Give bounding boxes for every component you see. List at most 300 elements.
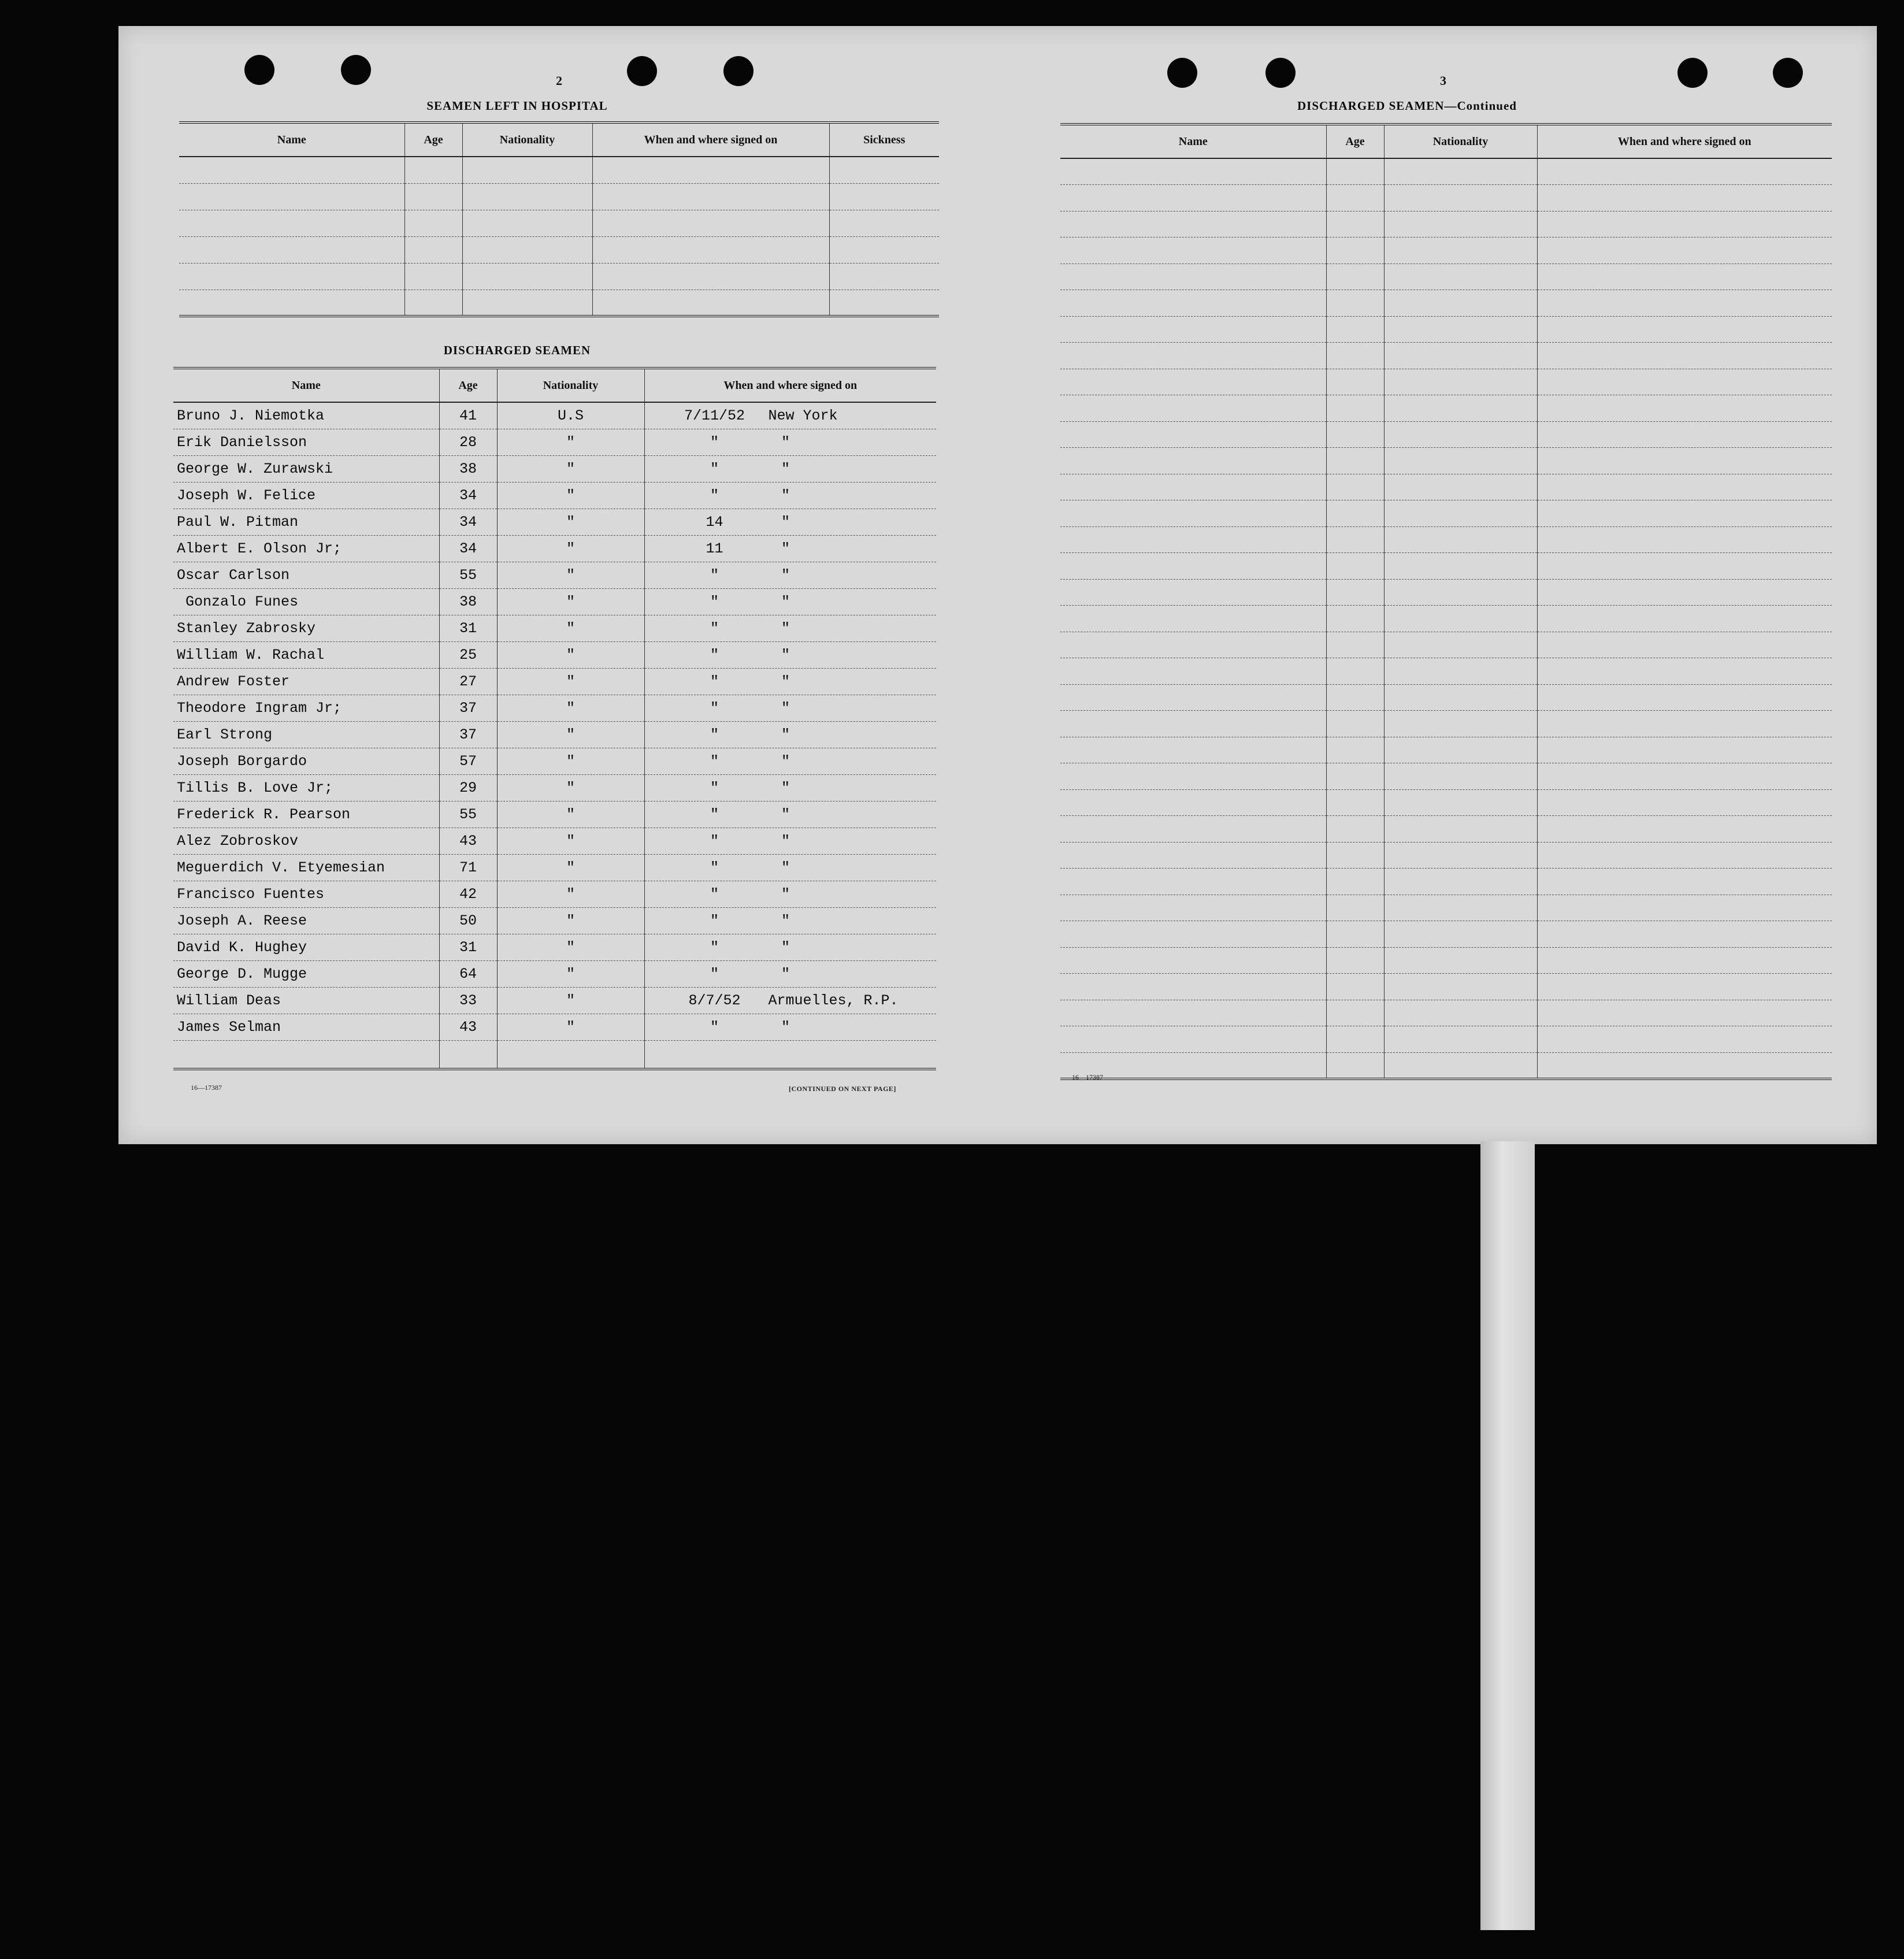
empty-cell	[1326, 553, 1384, 580]
column-header-sickness: Sickness	[829, 123, 939, 157]
punch-hole	[244, 55, 274, 85]
signed-on-cell	[644, 562, 936, 588]
empty-cell	[1060, 1000, 1326, 1026]
empty-cell	[404, 183, 462, 210]
empty-cell	[1326, 290, 1384, 317]
signed-on-cell	[644, 535, 936, 562]
signed-on-place: "	[781, 673, 790, 690]
empty-cell	[1537, 238, 1832, 264]
empty-cell	[1384, 395, 1537, 422]
seaman-nationality: "	[497, 695, 644, 721]
seaman-name: Paul W. Pitman	[173, 509, 439, 535]
seaman-nationality: "	[497, 987, 644, 1014]
seaman-age: 41	[439, 402, 497, 429]
empty-cell	[1384, 789, 1537, 816]
table-row	[1060, 1052, 1832, 1079]
signed-on-date: 7/11/52	[684, 407, 745, 424]
empty-cell	[1326, 711, 1384, 737]
signed-on-place: "	[781, 487, 790, 504]
signed-on-place: "	[781, 885, 790, 903]
paper-strip	[1480, 1141, 1535, 1930]
empty-cell	[1326, 369, 1384, 395]
empty-cell	[462, 236, 592, 263]
signed-on-place: "	[781, 699, 790, 717]
seaman-nationality: U.S	[497, 402, 644, 429]
table-row	[1060, 264, 1832, 290]
punch-hole	[627, 56, 657, 86]
table-row	[173, 509, 936, 535]
page-number-left: 2	[556, 73, 562, 88]
empty-cell	[1326, 238, 1384, 264]
empty-cell	[462, 157, 592, 183]
table-row	[179, 157, 939, 183]
table-row	[173, 748, 936, 774]
signed-on-cell	[644, 907, 936, 934]
table-row	[1060, 238, 1832, 264]
empty-cell	[179, 157, 404, 183]
signed-on-place: "	[781, 540, 790, 557]
signed-on-date: "	[710, 460, 719, 477]
signed-on-cell	[644, 801, 936, 828]
empty-cell	[1060, 737, 1326, 763]
empty-cell	[1060, 869, 1326, 895]
empty-cell	[1537, 526, 1832, 553]
empty-cell	[1326, 816, 1384, 843]
punch-hole	[1773, 58, 1803, 88]
signed-on-date: "	[710, 566, 719, 584]
empty-cell	[1326, 343, 1384, 369]
signed-on-cell	[644, 828, 936, 854]
seaman-name: Bruno J. Niemotka	[173, 402, 439, 429]
seaman-nationality: "	[497, 668, 644, 695]
empty-cell	[1384, 711, 1537, 737]
table-row	[173, 615, 936, 641]
empty-cell	[1060, 395, 1326, 422]
signed-on-date: "	[710, 487, 719, 504]
column-header-nationality: Nationality	[497, 368, 644, 402]
empty-cell	[1537, 553, 1832, 580]
signed-on-cell	[644, 748, 936, 774]
signed-on-place: "	[781, 460, 790, 477]
signed-on-place: "	[781, 619, 790, 637]
signed-on-date: "	[710, 752, 719, 770]
empty-cell	[644, 1040, 936, 1069]
signed-on-place: "	[781, 912, 790, 929]
table-row	[1060, 421, 1832, 448]
signed-on-place: New York	[768, 407, 838, 424]
empty-cell	[1537, 369, 1832, 395]
empty-cell	[1537, 1000, 1832, 1026]
empty-cell	[829, 183, 939, 210]
empty-cell	[1384, 632, 1537, 658]
signed-on-cell	[644, 455, 936, 482]
empty-cell	[1384, 921, 1537, 948]
seaman-name: Oscar Carlson	[173, 562, 439, 588]
empty-cell	[1060, 238, 1326, 264]
table-row	[173, 695, 936, 721]
empty-cell	[1384, 816, 1537, 843]
seaman-name: David K. Hughey	[173, 934, 439, 960]
seaman-age: 38	[439, 588, 497, 615]
signed-on-place: "	[781, 832, 790, 849]
empty-cell	[829, 290, 939, 316]
blank-row	[173, 1040, 936, 1069]
seaman-name: William Deas	[173, 987, 439, 1014]
signed-on-cell	[644, 695, 936, 721]
empty-cell	[1537, 158, 1832, 185]
column-header-age: Age	[404, 123, 462, 157]
empty-cell	[1060, 343, 1326, 369]
signed-on-place: "	[781, 859, 790, 876]
empty-cell	[1537, 658, 1832, 685]
empty-cell	[1384, 974, 1537, 1000]
seaman-nationality: "	[497, 960, 644, 987]
empty-cell	[1326, 448, 1384, 474]
seaman-nationality: "	[497, 509, 644, 535]
table-row	[1060, 684, 1832, 711]
seaman-name: Earl Strong	[173, 721, 439, 748]
seaman-name: James Selman	[173, 1014, 439, 1040]
empty-cell	[1060, 763, 1326, 790]
empty-cell	[1060, 211, 1326, 238]
empty-cell	[1384, 947, 1537, 974]
empty-cell	[1384, 658, 1537, 685]
empty-cell	[1384, 185, 1537, 212]
empty-cell	[1537, 448, 1832, 474]
signed-on-place: "	[781, 593, 790, 610]
table-row	[1060, 343, 1832, 369]
signed-on-cell	[644, 960, 936, 987]
empty-cell	[1537, 842, 1832, 869]
empty-cell	[1326, 789, 1384, 816]
empty-cell	[1060, 553, 1326, 580]
empty-cell	[1326, 1000, 1384, 1026]
empty-cell	[1326, 211, 1384, 238]
empty-cell	[1384, 1026, 1537, 1053]
seaman-nationality: "	[497, 907, 644, 934]
seaman-name: Theodore Ingram Jr;	[173, 695, 439, 721]
empty-cell	[1384, 474, 1537, 500]
empty-cell	[1537, 316, 1832, 343]
empty-cell	[1384, 421, 1537, 448]
seaman-name: Andrew Foster	[173, 668, 439, 695]
table-row	[173, 668, 936, 695]
empty-cell	[1537, 500, 1832, 527]
table-row	[173, 562, 936, 588]
continued-note: [CONTINUED ON NEXT PAGE]	[789, 1085, 896, 1093]
seaman-age: 31	[439, 934, 497, 960]
signed-on-place: "	[781, 806, 790, 823]
empty-cell	[592, 236, 829, 263]
seaman-name: George D. Mugge	[173, 960, 439, 987]
signed-on-date: 8/7/52	[688, 992, 741, 1009]
empty-cell	[1384, 842, 1537, 869]
empty-cell	[1384, 448, 1537, 474]
empty-cell	[1384, 238, 1537, 264]
empty-cell	[173, 1040, 439, 1069]
hospital-section-title: SEAMEN LEFT IN HOSPITAL	[426, 99, 608, 113]
table-row	[1060, 579, 1832, 606]
table-row	[173, 854, 936, 881]
table-row	[173, 429, 936, 455]
empty-cell	[1537, 474, 1832, 500]
signed-on-place: "	[781, 752, 790, 770]
column-header-nationality: Nationality	[462, 123, 592, 157]
seaman-age: 57	[439, 748, 497, 774]
empty-cell	[1384, 211, 1537, 238]
seaman-age: 34	[439, 482, 497, 509]
seaman-nationality: "	[497, 854, 644, 881]
table-row	[173, 934, 936, 960]
table-row	[1060, 842, 1832, 869]
empty-cell	[1060, 895, 1326, 921]
signed-on-place: "	[781, 965, 790, 982]
column-header-signed-on: When and where signed on	[592, 123, 829, 157]
empty-cell	[1537, 763, 1832, 790]
page-number-right: 3	[1440, 73, 1446, 88]
seaman-name: Albert E. Olson Jr;	[173, 535, 439, 562]
empty-cell	[1326, 579, 1384, 606]
table-row	[173, 721, 936, 748]
seaman-nationality: "	[497, 774, 644, 801]
table-row	[173, 907, 936, 934]
empty-cell	[1060, 606, 1326, 632]
empty-cell	[1060, 711, 1326, 737]
discharged-seamen-table	[173, 367, 936, 1070]
signed-on-cell	[644, 588, 936, 615]
empty-cell	[1060, 789, 1326, 816]
empty-cell	[404, 290, 462, 316]
signed-on-cell	[644, 881, 936, 907]
empty-cell	[1326, 606, 1384, 632]
seaman-nationality: "	[497, 641, 644, 668]
signed-on-cell	[644, 402, 936, 429]
signed-on-cell	[644, 774, 936, 801]
table-row	[1060, 632, 1832, 658]
empty-cell	[1537, 395, 1832, 422]
signed-on-place: "	[781, 566, 790, 584]
table-row	[1060, 395, 1832, 422]
empty-cell	[1060, 947, 1326, 974]
table-row	[1060, 816, 1832, 843]
empty-cell	[1537, 737, 1832, 763]
empty-cell	[1384, 869, 1537, 895]
empty-cell	[1060, 474, 1326, 500]
empty-cell	[1537, 264, 1832, 290]
seaman-name: Joseph W. Felice	[173, 482, 439, 509]
signed-on-date: "	[710, 593, 719, 610]
table-row	[173, 455, 936, 482]
punch-hole	[1265, 58, 1296, 88]
empty-cell	[1384, 553, 1537, 580]
form-number-right: 16—17387	[1072, 1073, 1103, 1081]
table-row	[1060, 185, 1832, 212]
column-header-name: Name	[179, 123, 404, 157]
empty-cell	[1384, 264, 1537, 290]
empty-cell	[829, 157, 939, 183]
seaman-name: Erik Danielsson	[173, 429, 439, 455]
seaman-age: 71	[439, 854, 497, 881]
empty-cell	[1326, 264, 1384, 290]
table-row	[1060, 1026, 1832, 1053]
seaman-nationality: "	[497, 801, 644, 828]
empty-cell	[1384, 290, 1537, 317]
column-header-signed-on: When and where signed on	[1537, 124, 1832, 158]
seaman-nationality: "	[497, 429, 644, 455]
seaman-age: 34	[439, 535, 497, 562]
seaman-name: Joseph Borgardo	[173, 748, 439, 774]
table-row	[173, 641, 936, 668]
empty-cell	[1060, 264, 1326, 290]
empty-cell	[1060, 421, 1326, 448]
signed-on-place: "	[781, 433, 790, 451]
table-row	[1060, 737, 1832, 763]
signed-on-cell	[644, 987, 936, 1014]
empty-cell	[497, 1040, 644, 1069]
empty-cell	[1326, 658, 1384, 685]
column-header-age: Age	[439, 368, 497, 402]
seaman-nationality: "	[497, 721, 644, 748]
column-header-nationality: Nationality	[1384, 124, 1537, 158]
seaman-age: 50	[439, 907, 497, 934]
signed-on-date: 14	[706, 513, 723, 530]
empty-cell	[1326, 842, 1384, 869]
empty-cell	[1060, 1026, 1326, 1053]
table-row	[173, 801, 936, 828]
empty-cell	[1384, 158, 1537, 185]
empty-cell	[179, 263, 404, 290]
empty-cell	[1537, 421, 1832, 448]
signed-on-cell	[644, 854, 936, 881]
seaman-name: Tillis B. Love Jr;	[173, 774, 439, 801]
seaman-name: Meguerdich V. Etyemesian	[173, 854, 439, 881]
table-row	[1060, 158, 1832, 185]
seaman-name: George W. Zurawski	[173, 455, 439, 482]
empty-cell	[1326, 316, 1384, 343]
seaman-name: William W. Rachal	[173, 641, 439, 668]
seaman-name: Frederick R. Pearson	[173, 801, 439, 828]
empty-cell	[179, 290, 404, 316]
empty-cell	[1384, 763, 1537, 790]
signed-on-date: "	[710, 619, 719, 637]
signed-on-date: "	[710, 646, 719, 663]
empty-cell	[1537, 606, 1832, 632]
empty-cell	[1326, 526, 1384, 553]
empty-cell	[592, 183, 829, 210]
signed-on-date: "	[710, 912, 719, 929]
signed-on-cell	[644, 668, 936, 695]
table-row	[1060, 316, 1832, 343]
seaman-nationality: "	[497, 588, 644, 615]
signed-on-date: "	[710, 1018, 719, 1036]
table-row	[179, 263, 939, 290]
signed-on-date: "	[710, 806, 719, 823]
seaman-age: 37	[439, 721, 497, 748]
table-row	[1060, 895, 1832, 921]
seaman-age: 27	[439, 668, 497, 695]
empty-cell	[1060, 290, 1326, 317]
seaman-nationality: "	[497, 828, 644, 854]
form-number-left: 16—17387	[191, 1084, 222, 1092]
empty-cell	[1326, 185, 1384, 212]
empty-cell	[1326, 421, 1384, 448]
empty-cell	[404, 157, 462, 183]
punch-hole	[1167, 58, 1197, 88]
empty-cell	[404, 236, 462, 263]
empty-cell	[829, 236, 939, 263]
empty-cell	[1384, 343, 1537, 369]
empty-cell	[1537, 711, 1832, 737]
empty-cell	[179, 210, 404, 236]
empty-cell	[1384, 579, 1537, 606]
seaman-age: 55	[439, 562, 497, 588]
seaman-nationality: "	[497, 1014, 644, 1040]
seaman-nationality: "	[497, 482, 644, 509]
column-header-name: Name	[1060, 124, 1326, 158]
empty-cell	[1537, 974, 1832, 1000]
empty-cell	[1326, 895, 1384, 921]
empty-cell	[1537, 1026, 1832, 1053]
empty-cell	[1326, 1026, 1384, 1053]
signed-on-cell	[644, 934, 936, 960]
punch-hole	[1677, 58, 1708, 88]
empty-cell	[1060, 185, 1326, 212]
table-row	[1060, 474, 1832, 500]
signed-on-date: 11	[706, 540, 723, 557]
signed-on-date: "	[710, 699, 719, 717]
empty-cell	[462, 263, 592, 290]
empty-cell	[1384, 500, 1537, 527]
hospital-table	[179, 121, 939, 317]
signed-on-place: "	[781, 513, 790, 530]
signed-on-place: "	[781, 646, 790, 663]
empty-cell	[1060, 658, 1326, 685]
empty-cell	[1384, 526, 1537, 553]
empty-cell	[1060, 369, 1326, 395]
empty-cell	[592, 263, 829, 290]
seaman-age: 42	[439, 881, 497, 907]
table-row	[1060, 869, 1832, 895]
column-header-signed-on: When and where signed on	[644, 368, 936, 402]
table-row	[1060, 974, 1832, 1000]
seaman-nationality: "	[497, 535, 644, 562]
table-row	[1060, 553, 1832, 580]
table-row	[173, 1014, 936, 1040]
empty-cell	[1326, 921, 1384, 948]
table-row	[173, 402, 936, 429]
seaman-nationality: "	[497, 881, 644, 907]
signed-on-cell	[644, 721, 936, 748]
signed-on-date: "	[710, 726, 719, 743]
signed-on-date: "	[710, 885, 719, 903]
table-row	[1060, 526, 1832, 553]
signed-on-date: "	[710, 938, 719, 956]
empty-cell	[1060, 500, 1326, 527]
empty-cell	[1537, 947, 1832, 974]
signed-on-cell	[644, 509, 936, 535]
empty-cell	[1326, 474, 1384, 500]
empty-cell	[1384, 737, 1537, 763]
empty-cell	[1060, 816, 1326, 843]
discharged-continued-title: DISCHARGED SEAMEN—Continued	[1297, 99, 1517, 113]
signed-on-place: "	[781, 1018, 790, 1036]
signed-on-place: Armuelles, R.P.	[768, 992, 899, 1009]
seaman-name: Francisco Fuentes	[173, 881, 439, 907]
empty-cell	[1537, 684, 1832, 711]
empty-cell	[1326, 500, 1384, 527]
table-row	[173, 881, 936, 907]
seaman-nationality: "	[497, 562, 644, 588]
